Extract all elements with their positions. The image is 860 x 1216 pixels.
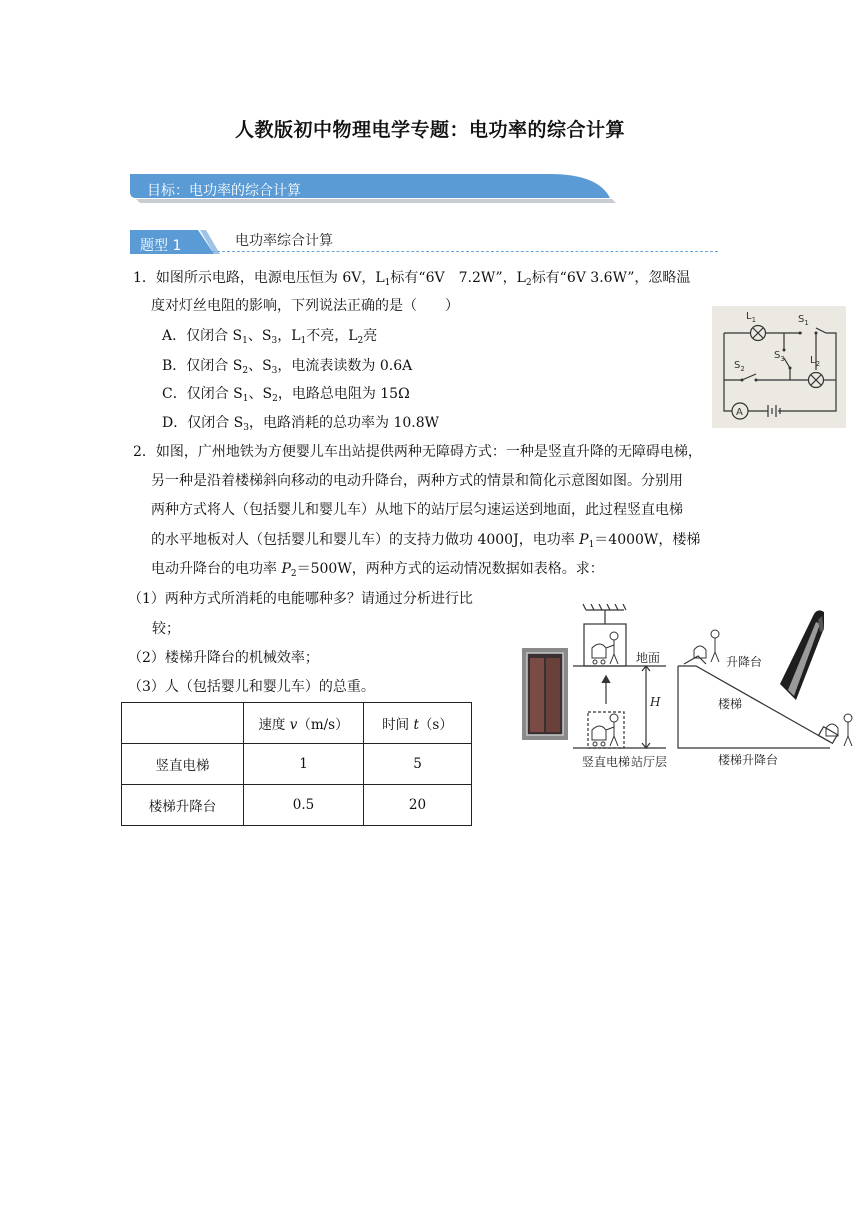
q1-stem-line1: 1．如图所示电路，电源电压恒为 6V，$L_1$标有“6V 7.2W”，$L_2$标有“6V 3.6W”，忽略温: [133, 270, 691, 288]
label-l2: $L_2$: [810, 355, 821, 368]
q2-stem-line5: 电动升降台的电功率 $P_2=500W$，两种方式的运动情况数据如表格。求：: [151, 561, 604, 579]
table-cell-speed: 1: [244, 744, 364, 785]
lamp-l1-icon: [751, 326, 766, 341]
table-cell-speed: 0.5: [244, 785, 364, 826]
table-cell-name: 楼梯升降台: [122, 785, 244, 826]
label-lift: 升降台: [726, 655, 763, 669]
table-header-empty: [122, 703, 244, 744]
table-cell-name: 竖直电梯: [122, 744, 244, 785]
table-header-time: 时间 t（s）: [364, 703, 472, 744]
type-divider: [212, 251, 718, 252]
table-header-row: [122, 703, 472, 744]
motion-data-table: [121, 702, 472, 826]
elevator-photo: [522, 648, 568, 740]
escalator-photo: [780, 610, 824, 700]
table-cell-time: 20: [364, 785, 472, 826]
label-s3: $S_3$: [774, 350, 785, 363]
q2-sub2: （2）楼梯升降台的机械效率；: [128, 650, 319, 666]
person-stroller-icon: [592, 632, 618, 746]
label-s1: $S_1$: [798, 314, 809, 327]
label-height: H: [650, 695, 661, 709]
table-row: [122, 785, 472, 826]
label-hall: 站厅层: [631, 755, 668, 769]
q2-stem-line3: 两种方式将人（包括婴儿和婴儿车）从地下的站厅层匀速运送到地面，此过程竖直电梯: [151, 502, 683, 518]
table-header-speed: 速度 v（m/s）: [244, 703, 364, 744]
label-stair-lift: 楼梯升降台: [718, 753, 779, 767]
ammeter-label: A: [736, 407, 743, 418]
label-l1: $L_1$: [746, 311, 757, 324]
q1-option-a: A．仅闭合 $S_1$、$S_3$，$L_1$不亮，$L_2$亮: [162, 328, 378, 346]
label-ground: 地面: [636, 651, 661, 665]
q2-stem-line2: 另一种是沿着楼梯斜向移动的电动升降台，两种方式的情景和简化示意图如图。分别用: [151, 473, 683, 489]
label-s2: $S_2$: [734, 360, 745, 373]
goal-banner-text: 目标：电功率的综合计算: [147, 183, 301, 199]
lamp-l2-icon: [809, 373, 824, 388]
type-title: 电功率综合计算: [235, 233, 333, 249]
q2-stem-line4: 的水平地板对人（包括婴儿和婴儿车）的支持力做功 4000J，电功率 $P_1=4000W$，楼梯: [151, 532, 701, 550]
q1-option-b: B．仅闭合 $S_2$、$S_3$，电流表读数为 0.6A: [162, 358, 413, 376]
q1-option-c: C．仅闭合 $S_1$、$S_2$，电路总电阻为 15Ω: [162, 386, 410, 404]
q1-option-d: D．仅闭合 $S_3$，电路消耗的总功率为 10.8W: [162, 415, 440, 433]
label-stairs: 楼梯: [718, 697, 743, 711]
table-cell-time: 5: [364, 744, 472, 785]
q2-sub3: （3）人（包括婴儿和婴儿车）的总重。: [128, 679, 375, 695]
table-row: [122, 744, 472, 785]
q2-sub1-line2: 较；: [152, 621, 180, 637]
label-elevator: 竖直电梯: [582, 755, 631, 769]
elevator-stairlift-figure: [518, 600, 860, 772]
q2-stem-line1: 2．如图，广州地铁为方便婴儿车出站提供两种无障碍方式：一种是竖直升降的无障碍电梯，: [133, 444, 702, 460]
q2-sub1-line1: （1）两种方式所消耗的电能哪种多？请通过分析进行比: [128, 591, 473, 607]
q1-stem-line2: 度对灯丝电阻的影响，下列说法正确的是（ ）: [151, 298, 459, 314]
document-title: 人教版初中物理电学专题：电功率的综合计算: [234, 119, 625, 141]
type-badge-text: 题型 1: [140, 238, 182, 254]
stairlift-person-icon: [694, 630, 852, 746]
circuit-diagram: [712, 306, 846, 428]
ammeter-icon: [732, 403, 748, 419]
